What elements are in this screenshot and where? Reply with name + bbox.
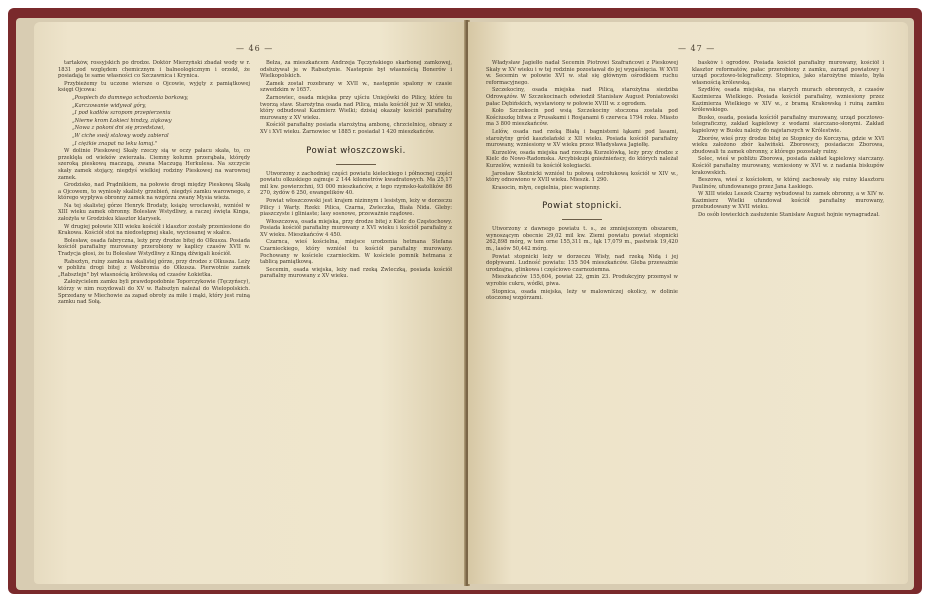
paragraph: tartaków, rossyjskich po drodze. Doktór Mierzyński zbadał wody w r. 1831 pod względem chemicznym i balneologicznym i orzekł, że posiadają te same własności co Szczawnica i Krynica. (58, 60, 250, 80)
paragraph: Przybieżemy tu uczone wiersze o Ojcowie, wyjęty z pamiątkowej księgi Ojcowa: (58, 80, 250, 94)
paragraph: Władysław Jagiełło nadał Secemin Piotrowi Szafrańcowi z Pieskowej Skały w XV wieku i w tej rodzinie pozostawał do jej wygaśnięcia. W XVII w. Secemin w połowie XVI w. stał się głównym ośrodkiem ruchu reformacyjnego. (486, 60, 678, 86)
paragraph: Szydłów, osada miejska, na starych murach obronnych, z czasów Kazimierza Wielkiego. Posiada kościół parafialny, wzniesiony przez Kazimierza Wielkiego w XIV w., z bramą Krakowską i ruiną zamku królewskiego. (692, 87, 884, 114)
verse-line: „Nierne krom Łokieci hindzy, ziąkowy (72, 117, 172, 124)
paragraph: Do osób łowieckich zasłużenie Stanisław August hojnie wynagradzał. (698, 212, 880, 219)
paragraph: Żarnowiec, osada miejska przy ujściu Uniejówki do Pilicy, które tu tworzą staw. Starożytna osada nad Pilicą, miała kościół już w XI wieku, który odbudował Kazimierz Wielki; dzisiaj okazały kościół parafialny murowany z XV wieku. (260, 94, 452, 121)
paragraph: Utworzony z zachodniej części powiatu kieleckiego i północnej części powiatu olkuskiego zajmuje 2 144 kilometrów kwadratowych. Ma 25,17 mil kw. powierzchni, 93 000 mieszkańców, z tego rzymsko-katolików 86 270, żydów 6 250, ewangelików 40. (260, 170, 452, 197)
paragraph: Solec, wieś w pobliżu Zborowa, posiada zakład kąpielowy siarczany. Kościół parafialny murowany, wzniesiony w XVI w. z nadania biskupów krakowskich. (692, 156, 884, 176)
paragraph: Lelów, osada nad rzeką Białą i bagnistemi łąkami pod lasami, starożytny gród kasztelański z XII wieku. Posiada kościół parafialny murowany, wzniesiony w XV wieku przez Władysława Jagiełłę. (486, 128, 678, 149)
paragraph: Utworzony z dawnego powiatu t. s., ze zmniejszonym obszarem, wynoszącym obecnie 29,02 mil kw. Ziemi powiatu powiat stopnicki 262,898 mórg, w tem orne 155,311 m., łąk 17,079 m., pastwisk 19,420 m., lasów 50,442 mórg. (486, 226, 678, 253)
heading-rule (336, 164, 376, 165)
verse-line: „I pod kadłów szropom przepierzeniu (72, 110, 171, 117)
paragraph: Rabsztyn, ruiny zamku na skalistej górze, przy drodze z Olkusza. Leży w pobliżu drogi bitej z Wolbromia do Olkusza. Pierwotnie zamek „Rabsztejn" był własnością królewską od czasów Łokietka. (58, 258, 250, 278)
paragraph: Grodzisko, nad Prądnikiem, na połowie drogi między Pieskową Skałą a Ojcowem, to wyniosły skalisty grzebień, niegdyś zamku warownego, z którego wypływa obronny zamek na wzgórzu zwany Mysia wieża. (58, 182, 250, 202)
paragraph: Beszowa, wieś z kościołem, w której zachowały się ruiny klasztoru Paulinów, ufundowanego przez Jana Łaskiego. (692, 177, 884, 190)
paragraph: Zborów, wieś przy drodze bitej ze Stopnicy do Korczyna, gdzie w XVI wieku założono zbór kalwiński. Zborowscy, posiadacze Zborowa, zbudowali tu zamek obronny, z którego pozostały ruiny. (692, 135, 884, 155)
verse-line: „I ciężkie znapat na leku łamuj." (72, 140, 158, 147)
verse-line: „W ciche swój stalowy wody zabieral (72, 132, 169, 139)
right-column-1 (486, 60, 678, 575)
paragraph: Powiat włoszczowski jest krajem nizinnym i lesistym, leży w dorzeczu Pilicy i Warty. Rzeki: Pilica, Czarna, Zwleczka, Biała Nida. Gleby: piaszczyste i gliniaste; lasy sosnowe, przeważnie rządowe. (260, 197, 452, 218)
paragraph: W XIII wieku Leszek Czarny wybudował tu zamek obronny, a w XIV w. Kazimierz Wielki ufundował kościół parafialny murowany, przebudowany w XVII wieku. (692, 191, 884, 211)
left-page (34, 22, 466, 584)
paragraph: Jarosław Skotnicki wzniósł tu połową ostrołukową kościół w XIV w., który odnowiono w XVII wieku. Mieszk. 1 290. (486, 170, 678, 184)
left-page-number: — 46 — (236, 44, 274, 53)
section-heading: Powiat włoszczowski. (306, 145, 406, 156)
left-column-2 (260, 60, 452, 575)
paragraph: Włoszczowa, osada miejska, przy drodze bitej z Kielc do Częstochowy. Posiada kościół parafialny murowany z XVI wieku i kościół parafialny z XV wieku. Mieszkańców 4 450. (260, 218, 452, 238)
paragraph: Bełza, za mieszkańcem Andrzeja Tęczyńskiego skarbonej zamkowej, odsłużywał je w Rabsztynie. Nastepnie był własnością Bonerów i Wielkopolskich. (260, 60, 452, 80)
paragraph: Kurzelów, osada miejska nad rzeczką Kurzelówką, leży przy drodze z Kielc do Nowo-Radomska. Arcybiskupi gnieźnieńscy, do których należał Kurzelów, wznieśli tu kościół kolegiacki. (486, 149, 678, 169)
heading-rule (562, 219, 602, 220)
paragraph: Powiat stopnicki leży w dorzeczu Wisły, nad rzeką Nidą i jej dopływami. Ludność powiatu: 155 504 mieszkańców. Gleba przeważnie urodzajna, glinkowa i częściowo czarnoziemna. (486, 253, 678, 273)
paragraph: W drugiej połowie XIII wieku kościół i klasztor zostały przeniesione do Krakowa. Kościół stoi na niedostępnej skale, wyciosanej w skałce. (58, 223, 250, 237)
paragraph: Krasocin, młyn, cegielnia, piec wapienny. (492, 184, 601, 191)
paragraph: Bolesław, osada fabryczna, leży przy drodze bitej do Olkusza. Posiada kościół parafialny murowany przerobiony w kaplicy czasów XVII w. Tradycja głosi, że tu Bolesław Wstydliwy z Kingą dźwigali kościół. (58, 237, 250, 258)
right-page-number: — 47 — (678, 44, 716, 53)
right-page (468, 22, 908, 584)
paragraph: W dolinie Pieskowej Skały rzeczy sią w oczy pałacu skała, to, co przeklęła od wieków zwierzała. Ciemny kolumn przerąbała, którędy szeroką pieskową maczugą, zwana Maczugą Herkulesa. Na szczycie skały zamek stojący, niegdyś wielkiej rodziny Pieskowej na warownej zamek. (58, 148, 250, 181)
paragraph: Założycielem zamku byli prawdopodobnie Toporczykowie (Tęczyńscy), którzy w nim rezydowali do XV w. Rabsztyn należał do Wielopolskich. Sprzedany w Miechowie za zapad obroty za miłe i mąki, który jest ruiną zamku nad Sołą. (58, 279, 250, 306)
paragraph: Na tej skalistej górze Henryk Brodaty, książę wrocławski, wzniósł w XIII wieku zamek obronny. Bolesław Wstydliwy, a raczej święta Kinga, założyła w Grodzisku klasztor klarysek. (58, 202, 250, 223)
verse-line: „Pospiech do dumnego schodzenia borkowy, (72, 94, 189, 101)
verse-line: „Karczowanie widywał góry, (72, 102, 147, 109)
paragraph: Secemin, osada wiejska, leży nad rzeką Zwleczką, posiada kościół parafialny murowany z XV wieku. (260, 266, 452, 280)
paragraph: Koło Szczekocin pod wsią Szczekociny stoczona została pod Kościuszkę bitwa z Prusakami i Rosjanami 6 czerwca 1794 roku. Miasto ma 3 800 mieszkańców. (486, 108, 678, 128)
paragraph: Stopnica, osada miejska, leży w malowniczej okolicy, w dolinie otoczonej wzgórzami. (486, 288, 678, 302)
section-heading: Powiat stopnicki. (542, 201, 622, 212)
verse-line: „Nowa z pokoni dni się przedstawi, (72, 125, 165, 132)
paragraph: basków i ogrodów. Posiada kościół parafialny murowany, kościół i klasztor reformatów, pałac przerobiony z zamku, zarząd powiatowy i urząd pocztowo-telegraficzny. Stopnica, jako starożytne miasto, była własnością królewską. (692, 60, 884, 86)
paragraph: Mieszkańców 155,604, powiat 22, gmin 23. Produkcyjny przemysł w wyrobie cukru, wódki, piwa. (486, 274, 678, 288)
paragraph: Busko, osada, posiada kościół parafialny murowany, urząd pocztowo-telegraficzny, zakład kąpielowy z wodami siarczano-słonymi. Zakład kąpielowy w Busku należy do najstarszych w Królestwie. (692, 114, 884, 134)
paragraph: Kościół parafialny posiada starożytną ambonę, chrzcielnicę, obrazy z XV i XVI wieku. Żarnowiec w 1885 r. posiadał 1 420 mieszkańców. (260, 122, 452, 135)
paragraph: Czarnca, wieś kościelna, miejsce urodzenia hetmana Stefana Czarnieckiego, który wzniósł tu kościół parafialny murowany. Pochowany w kościele czarnieckim. W kościele pomnik hetmana z tablicą pamiątkową. (260, 239, 452, 266)
paragraph: Zamek został rozebrany w XVII w., następnie spalony w czasie szwedzkim w 1657. (260, 80, 452, 94)
paragraph: Szczekociny, osada miejska nad Pilicą, starożytna siedziba Odrowążów. W Szczekocinach odwiedził Stanisław August Poniatowski pałac Dębińskich, wystawiony w połowie XVIII w. z ogrodem. (486, 87, 678, 107)
left-column-1 (58, 60, 250, 575)
right-column-2 (692, 60, 884, 575)
